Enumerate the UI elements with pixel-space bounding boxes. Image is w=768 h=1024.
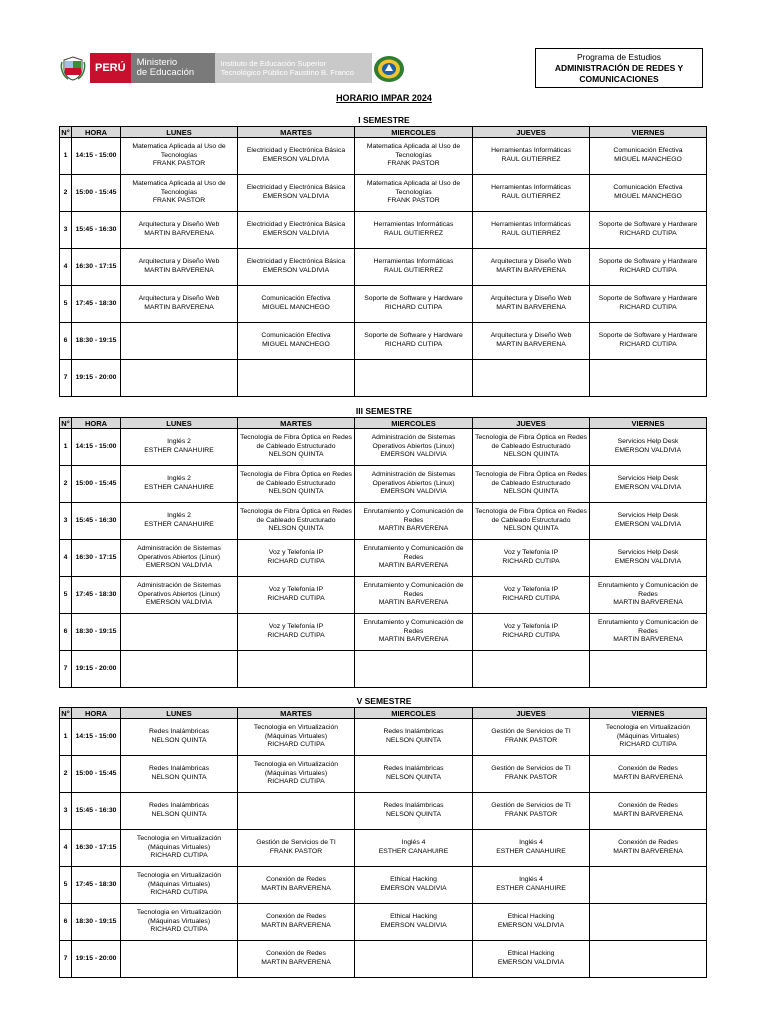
- header-row: [60, 418, 707, 429]
- time-slot: 15:00 - 15:45: [72, 175, 121, 212]
- schedule-cell: Enrutamiento y Comunicación de Redes MARTIN BARVERENA: [355, 503, 473, 540]
- schedule-cell: Arquitectura y Diseño Web MARTIN BARVERENA: [121, 249, 238, 286]
- table-row: [60, 323, 707, 360]
- schedule-cell: Servicios Help Desk EMERSON VALDIVIA: [590, 503, 707, 540]
- column-header: MARTES: [238, 127, 355, 138]
- row-number: 6: [60, 323, 72, 360]
- schedule-cell: Redes Inalámbricas NELSON QUINTA: [121, 719, 238, 756]
- schedule-cell: Electricidad y Electrónica Básica EMERSON VALDIVIA: [238, 249, 355, 286]
- time-slot: 19:15 - 20:00: [72, 651, 121, 688]
- time-slot: 18:30 - 19:15: [72, 323, 121, 360]
- schedule-cell: Servicios Help Desk EMERSON VALDIVIA: [590, 466, 707, 503]
- ministry-line2: de Educación: [136, 67, 195, 78]
- column-header: LUNES: [121, 127, 238, 138]
- schedule-cell: Arquitectura y Diseño Web MARTIN BARVERENA: [473, 323, 590, 360]
- schedule-cell: [355, 651, 473, 688]
- institute-seal-icon: [373, 55, 405, 83]
- semester-title-iii: III SEMESTRE: [355, 406, 413, 416]
- row-number: 7: [60, 651, 72, 688]
- column-header: LUNES: [121, 708, 238, 719]
- schedule-cell: Conexión de Redes MARTIN BARVERENA: [238, 867, 355, 904]
- schedule-cell: Redes Inalámbricas NELSON QUINTA: [121, 756, 238, 793]
- schedule-cell: Servicios Help Desk EMERSON VALDIVIA: [590, 540, 707, 577]
- table-row: [60, 175, 707, 212]
- schedule-cell: Tecnologia de Fibra Óptica en Redes de Cableado Estructurado NELSON QUINTA: [238, 429, 355, 466]
- schedule-cell: [473, 651, 590, 688]
- schedule-cell: [121, 651, 238, 688]
- row-number: 2: [60, 756, 72, 793]
- schedule-cell: Redes Inalámbricas NELSON QUINTA: [355, 793, 473, 830]
- table-row: [60, 360, 707, 397]
- schedule-cell: Electricidad y Electrónica Básica EMERSON VALDIVIA: [238, 138, 355, 175]
- schedule-cell: Arquitectura y Diseño Web MARTIN BARVERENA: [121, 212, 238, 249]
- table-row: [60, 286, 707, 323]
- schedule-cell: Enrutamiento y Comunicación de Redes MARTIN BARVERENA: [355, 577, 473, 614]
- row-number: 2: [60, 175, 72, 212]
- schedule-cell: Voz y Telefonía IP RICHARD CUTIPA: [473, 577, 590, 614]
- schedule-table-iii: [59, 417, 707, 688]
- schedule-cell: Comunicación Efectiva MIGUEL MANCHEGO: [590, 138, 707, 175]
- schedule-cell: Electricidad y Electrónica Básica EMERSON VALDIVIA: [238, 212, 355, 249]
- row-number: 4: [60, 540, 72, 577]
- schedule-cell: Tecnologia en Virtualización (Máquinas Virtuales) RICHARD CUTIPA: [121, 867, 238, 904]
- row-number: 1: [60, 429, 72, 466]
- schedule-cell: Conexión de Redes MARTIN BARVERENA: [238, 941, 355, 978]
- schedule-cell: Tecnologia en Virtualización (Máquinas Virtuales) RICHARD CUTIPA: [590, 719, 707, 756]
- schedule-cell: Soporte de Software y Hardware RICHARD CUTIPA: [355, 323, 473, 360]
- schedule-cell: Arquitectura y Diseño Web MARTIN BARVERENA: [473, 249, 590, 286]
- page-title: HORARIO IMPAR 2024: [336, 93, 432, 103]
- schedule-cell: Conexión de Redes MARTIN BARVERENA: [590, 756, 707, 793]
- row-number: 3: [60, 793, 72, 830]
- semester-title-v: V SEMESTRE: [356, 696, 412, 706]
- schedule-cell: Soporte de Software y Hardware RICHARD CUTIPA: [590, 249, 707, 286]
- schedule-cell: Inglés 2 ESTHER CANAHUIRE: [121, 466, 238, 503]
- schedule-table-i: [59, 126, 707, 397]
- schedule-cell: [121, 941, 238, 978]
- time-slot: 19:15 - 20:00: [72, 941, 121, 978]
- schedule-cell: [121, 360, 238, 397]
- schedule-cell: Matematica Aplicada al Uso de Tecnologías FRANK PASTOR: [355, 138, 473, 175]
- table-row: [60, 941, 707, 978]
- table-row: [60, 719, 707, 756]
- schedule-cell: [121, 323, 238, 360]
- row-number: 4: [60, 830, 72, 867]
- column-header: JUEVES: [473, 418, 590, 429]
- ministry-label: [131, 53, 215, 83]
- row-number: 5: [60, 577, 72, 614]
- peru-shield-icon: [60, 54, 86, 82]
- schedule-cell: [355, 941, 473, 978]
- program-label: Programa de Estudios: [576, 52, 662, 62]
- schedule-cell: Inglés 4 ESTHER CANAHUIRE: [473, 867, 590, 904]
- schedule-cell: Gestión de Servicios de TI FRANK PASTOR: [473, 719, 590, 756]
- column-header: MIERCOLES: [355, 127, 473, 138]
- schedule-cell: Tecnologia en Virtualización (Máquinas Virtuales) RICHARD CUTIPA: [121, 904, 238, 941]
- schedule-cell: Enrutamiento y Comunicación de Redes MARTIN BARVERENA: [590, 614, 707, 651]
- ministry-line1: Ministerio: [136, 57, 178, 68]
- schedule-cell: [590, 904, 707, 941]
- schedule-cell: [121, 614, 238, 651]
- schedule-cell: Inglés 4 ESTHER CANAHUIRE: [473, 830, 590, 867]
- schedule-cell: Conexión de Redes MARTIN BARVERENA: [238, 904, 355, 941]
- schedule-cell: Conexión de Redes MARTIN BARVERENA: [590, 793, 707, 830]
- schedule-cell: Inglés 2 ESTHER CANAHUIRE: [121, 503, 238, 540]
- schedule-cell: Enrutamiento y Comunicación de Redes MARTIN BARVERENA: [355, 614, 473, 651]
- schedule-cell: Voz y Telefonía IP RICHARD CUTIPA: [473, 614, 590, 651]
- schedule-cell: Redes Inalámbricas NELSON QUINTA: [355, 719, 473, 756]
- schedule-cell: Comunicación Efectiva MIGUEL MANCHEGO: [238, 286, 355, 323]
- row-number: 1: [60, 719, 72, 756]
- schedule-cell: [590, 867, 707, 904]
- table-row: [60, 249, 707, 286]
- time-slot: 16:30 - 17:15: [72, 540, 121, 577]
- schedule-cell: Inglés 4 ESTHER CANAHUIRE: [355, 830, 473, 867]
- schedule-cell: [590, 941, 707, 978]
- schedule-cell: Herramientas Informáticas RAUL GUTIERREZ: [473, 175, 590, 212]
- schedule-cell: [238, 793, 355, 830]
- time-slot: 15:45 - 16:30: [72, 503, 121, 540]
- schedule-cell: Herramientas Informáticas RAUL GUTIERREZ: [355, 249, 473, 286]
- schedule-cell: Tecnologia de Fibra Óptica en Redes de Cableado Estructurado NELSON QUINTA: [473, 466, 590, 503]
- schedule-cell: Comunicación Efectiva MIGUEL MANCHEGO: [590, 175, 707, 212]
- schedule-cell: Tecnologia en Virtualización (Máquinas Virtuales) RICHARD CUTIPA: [238, 756, 355, 793]
- row-number: 2: [60, 466, 72, 503]
- schedule-cell: Tecnologia de Fibra Óptica en Redes de Cableado Estructurado NELSON QUINTA: [473, 503, 590, 540]
- schedule-cell: [590, 360, 707, 397]
- time-slot: 14:15 - 15:00: [72, 429, 121, 466]
- schedule-cell: Administración de Sistemas Operativos Abiertos (Linux) EMERSON VALDIVIA: [121, 577, 238, 614]
- time-slot: 14:15 - 15:00: [72, 138, 121, 175]
- time-slot: 19:15 - 20:00: [72, 360, 121, 397]
- schedule-cell: Administración de Sistemas Operativos Abiertos (Linux) EMERSON VALDIVIA: [121, 540, 238, 577]
- row-number: 4: [60, 249, 72, 286]
- row-number: 5: [60, 286, 72, 323]
- time-slot: 17:45 - 18:30: [72, 577, 121, 614]
- peru-label: PERÚ: [90, 53, 131, 83]
- schedule-cell: Soporte de Software y Hardware RICHARD CUTIPA: [590, 286, 707, 323]
- column-header: VIERNES: [590, 708, 707, 719]
- column-header: JUEVES: [473, 127, 590, 138]
- schedule-cell: Administración de Sistemas Operativos Abiertos (Linux) EMERSON VALDIVIA: [355, 429, 473, 466]
- column-header: MIERCOLES: [355, 418, 473, 429]
- row-number: 6: [60, 904, 72, 941]
- program-name-line1: ADMINISTRACIÓN DE REDES Y: [554, 63, 684, 73]
- schedule-cell: Gestión de Servicios de TI FRANK PASTOR: [473, 756, 590, 793]
- schedule-cell: [238, 651, 355, 688]
- table-row: [60, 466, 707, 503]
- schedule-cell: [590, 651, 707, 688]
- column-header: MIERCOLES: [355, 708, 473, 719]
- schedule-cell: Herramientas Informáticas RAUL GUTIERREZ: [473, 138, 590, 175]
- institute-label: [215, 53, 372, 83]
- table-row: [60, 577, 707, 614]
- program-name-line2: COMUNICACIONES: [579, 74, 659, 84]
- schedule-cell: Matematica Aplicada al Uso de Tecnologías FRANK PASTOR: [121, 138, 238, 175]
- table-row: [60, 212, 707, 249]
- time-slot: 16:30 - 17:15: [72, 830, 121, 867]
- header-row: [60, 127, 707, 138]
- schedule-cell: Arquitectura y Diseño Web MARTIN BARVERENA: [121, 286, 238, 323]
- table-row: [60, 904, 707, 941]
- table-row: [60, 830, 707, 867]
- row-number: 3: [60, 212, 72, 249]
- schedule-cell: Enrutamiento y Comunicación de Redes MARTIN BARVERENA: [355, 540, 473, 577]
- schedule-cell: Redes Inalámbricas NELSON QUINTA: [121, 793, 238, 830]
- schedule-cell: Voz y Telefonía IP RICHARD CUTIPA: [473, 540, 590, 577]
- schedule-cell: [238, 360, 355, 397]
- schedule-cell: [473, 360, 590, 397]
- schedule-cell: Servicios Help Desk EMERSON VALDIVIA: [590, 429, 707, 466]
- time-slot: 14:15 - 15:00: [72, 719, 121, 756]
- schedule-cell: Ethical Hacking EMERSON VALDIVIA: [355, 867, 473, 904]
- schedule-cell: Administración de Sistemas Operativos Abiertos (Linux) EMERSON VALDIVIA: [355, 466, 473, 503]
- schedule-cell: Tecnologia de Fibra Óptica en Redes de Cableado Estructurado NELSON QUINTA: [238, 503, 355, 540]
- schedule-cell: Ethical Hacking EMERSON VALDIVIA: [473, 904, 590, 941]
- schedule-cell: Voz y Telefonía IP RICHARD CUTIPA: [238, 614, 355, 651]
- column-header: HORA: [72, 418, 121, 429]
- time-slot: 18:30 - 19:15: [72, 614, 121, 651]
- row-number: 5: [60, 867, 72, 904]
- row-number: 3: [60, 503, 72, 540]
- column-header: N°: [61, 127, 70, 137]
- schedule-cell: Soporte de Software y Hardware RICHARD CUTIPA: [590, 212, 707, 249]
- schedule-cell: Comunicación Efectiva MIGUEL MANCHEGO: [238, 323, 355, 360]
- schedule-cell: Ethical Hacking EMERSON VALDIVIA: [355, 904, 473, 941]
- schedule-table-v: [59, 707, 707, 978]
- schedule-cell: Matematica Aplicada al Uso de Tecnologías FRANK PASTOR: [121, 175, 238, 212]
- schedule-cell: Tecnologia de Fibra Óptica en Redes de Cableado Estructurado NELSON QUINTA: [238, 466, 355, 503]
- schedule-cell: Conexión de Redes MARTIN BARVERENA: [590, 830, 707, 867]
- institute-line2: Tecnológico Público Faustino B. Franco: [220, 68, 354, 77]
- column-header: HORA: [72, 708, 121, 719]
- schedule-cell: Tecnologia de Fibra Óptica en Redes de Cableado Estructurado NELSON QUINTA: [473, 429, 590, 466]
- time-slot: 15:45 - 16:30: [72, 793, 121, 830]
- column-header: VIERNES: [590, 127, 707, 138]
- schedule-cell: Enrutamiento y Comunicación de Redes MARTIN BARVERENA: [590, 577, 707, 614]
- table-row: [60, 503, 707, 540]
- schedule-cell: Gestión de Servicios de TI FRANK PASTOR: [238, 830, 355, 867]
- table-row: [60, 429, 707, 466]
- minedu-logo: [60, 52, 372, 84]
- institute-line1: Instituto de Educación Superior: [220, 59, 327, 68]
- schedule-cell: Tecnologia en Virtualización (Máquinas Virtuales) RICHARD CUTIPA: [121, 830, 238, 867]
- column-header: LUNES: [121, 418, 238, 429]
- column-header: N°: [61, 708, 70, 718]
- column-header: MARTES: [238, 708, 355, 719]
- time-slot: 16:30 - 17:15: [72, 249, 121, 286]
- table-row: [60, 756, 707, 793]
- program-box: [535, 48, 703, 88]
- schedule-cell: Gestión de Servicios de TI FRANK PASTOR: [473, 793, 590, 830]
- schedule-cell: Soporte de Software y Hardware RICHARD CUTIPA: [590, 323, 707, 360]
- time-slot: 18:30 - 19:15: [72, 904, 121, 941]
- column-header: HORA: [72, 127, 121, 138]
- column-header: N°: [61, 418, 70, 428]
- row-number: 7: [60, 360, 72, 397]
- schedule-cell: Tecnologia en Virtualización (Máquinas Virtuales) RICHARD CUTIPA: [238, 719, 355, 756]
- time-slot: 15:00 - 15:45: [72, 756, 121, 793]
- table-row: [60, 138, 707, 175]
- column-header: JUEVES: [473, 708, 590, 719]
- table-row: [60, 540, 707, 577]
- time-slot: 15:00 - 15:45: [72, 466, 121, 503]
- schedule-cell: Inglés 2 ESTHER CANAHUIRE: [121, 429, 238, 466]
- schedule-cell: Matematica Aplicada al Uso de Tecnologías FRANK PASTOR: [355, 175, 473, 212]
- schedule-cell: Voz y Telefonía IP RICHARD CUTIPA: [238, 577, 355, 614]
- row-number: 6: [60, 614, 72, 651]
- column-header: VIERNES: [590, 418, 707, 429]
- row-number: 7: [60, 941, 72, 978]
- schedule-cell: Ethical Hacking EMERSON VALDIVIA: [473, 941, 590, 978]
- table-row: [60, 651, 707, 688]
- schedule-cell: Electricidad y Electrónica Básica EMERSON VALDIVIA: [238, 175, 355, 212]
- schedule-cell: Soporte de Software y Hardware RICHARD CUTIPA: [355, 286, 473, 323]
- header-row: [60, 708, 707, 719]
- schedule-cell: Herramientas Informáticas RAUL GUTIERREZ: [355, 212, 473, 249]
- table-row: [60, 867, 707, 904]
- time-slot: 17:45 - 18:30: [72, 867, 121, 904]
- time-slot: 17:45 - 18:30: [72, 286, 121, 323]
- schedule-cell: Herramientas Informáticas RAUL GUTIERREZ: [473, 212, 590, 249]
- schedule-cell: Voz y Telefonía IP RICHARD CUTIPA: [238, 540, 355, 577]
- row-number: 1: [60, 138, 72, 175]
- column-header: MARTES: [238, 418, 355, 429]
- time-slot: 15:45 - 16:30: [72, 212, 121, 249]
- table-row: [60, 614, 707, 651]
- semester-title-i: I SEMESTRE: [358, 115, 410, 125]
- schedule-cell: [355, 360, 473, 397]
- schedule-cell: Redes Inalámbricas NELSON QUINTA: [355, 756, 473, 793]
- schedule-cell: Arquitectura y Diseño Web MARTIN BARVERENA: [473, 286, 590, 323]
- table-row: [60, 793, 707, 830]
